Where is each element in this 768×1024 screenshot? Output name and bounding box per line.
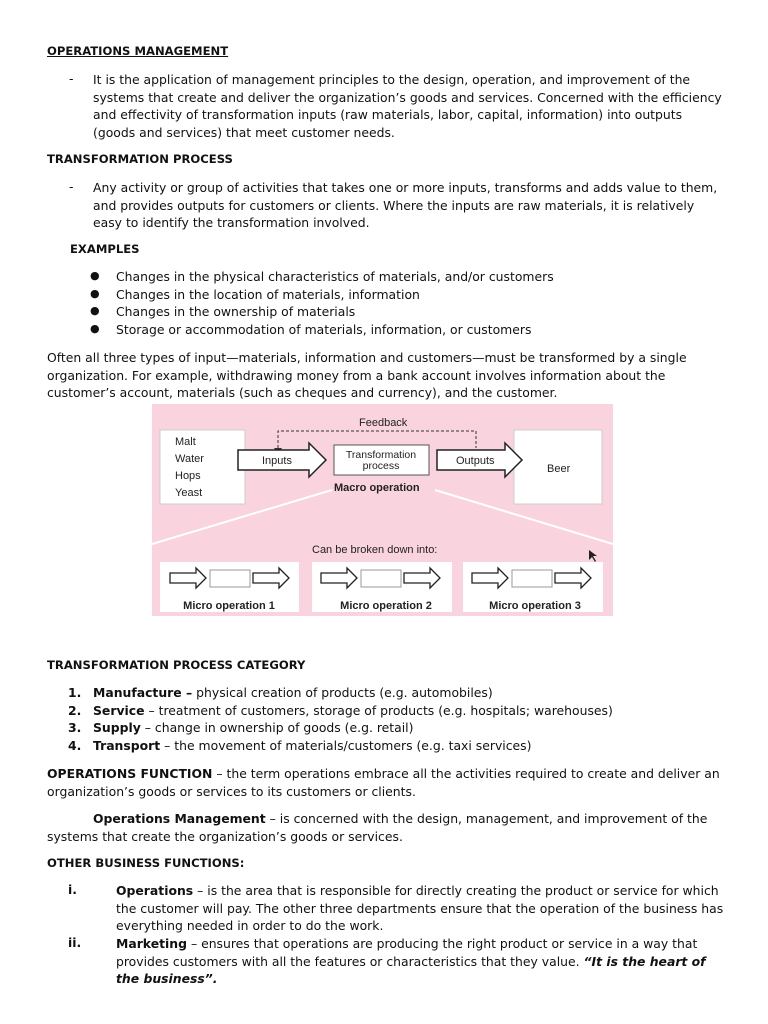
often-paragraph: Often all three types of input—materials, information and customers—must be transformed by a single organization. For example, withdrawing money from a bank account involves information about the customer’s account, materials (such as cheques and currency), and the customer.: [47, 350, 687, 401]
operations-management-paragraph: Operations Management – is concerned with the design, management, and improvement of the systems that create the organization’s goods or services.: [47, 811, 708, 844]
input-item: Hops: [175, 470, 201, 482]
ops-definition-text: It is the application of management principles to the design, operation, and improvement of the systems that create and deliver the organization’s goods and services. Concerned with the efficiency and effectivity of transformation inputs (raw materials, labor, capital, information) into outputs (goods and services) that meet customer needs.: [93, 72, 722, 140]
bullet-icon: ●: [90, 304, 100, 317]
bullet-icon: ●: [90, 287, 100, 300]
input-item: Yeast: [175, 487, 203, 499]
transformation-line1: Transformation: [345, 449, 417, 461]
micro-operation-1-label: Micro operation 1: [183, 600, 275, 612]
dash-marker: -: [69, 179, 74, 194]
dash-marker: -: [69, 71, 74, 86]
inputs-label: Inputs: [262, 455, 292, 467]
operations-function-paragraph: OPERATIONS FUNCTION – the term operations embrace all the activities required to create and deliver an organization’s goods or services to its customers or clients.: [47, 766, 720, 799]
heading-transformation-process: TRANSFORMATION PROCESS: [47, 152, 233, 166]
input-item: Water: [175, 453, 204, 465]
input-item: Malt: [175, 436, 196, 448]
bullet-icon: ●: [90, 269, 100, 282]
output-beer: Beer: [547, 463, 571, 475]
input-list-box: [160, 430, 245, 504]
bullet-icon: ●: [90, 322, 100, 335]
examples-heading: EXAMPLES: [70, 242, 140, 256]
transformation-line2: process: [362, 460, 400, 472]
heading-transformation-category: TRANSFORMATION PROCESS CATEGORY: [47, 658, 306, 672]
tp-definition-text: Any activity or group of activities that takes one or more inputs, transforms and adds value to them, and provides outputs for customers or clients. Where the inputs are raw materials, it is relatively easy to identify the transformation involved.: [93, 180, 718, 231]
micro-operation-2-label: Micro operation 2: [340, 600, 432, 612]
micro-operation-3-label: Micro operation 3: [489, 600, 581, 612]
transformation-diagram: [152, 404, 613, 616]
document-page: OPERATIONS MANAGEMENT - It is the application of management principles to the design, operation, and improvement of the systems that create and deliver the organization’s goods and services. Concerned with the efficiency and effectivity of transformation inputs (raw materials, labor, capital, information) into outputs (goods and services) that meet customer needs. TRANSFORMATION PROCESS - Any activity or group of activities that takes one or more inputs, transforms and adds value to them, and provides outputs for customers or clients. Where the inputs are raw materials, it is relatively easy to identify the transformation involved. EXAMPLES ● Changes in the physical characteristics of materials, and/or customers ● Changes in the location of materials, information ● Changes in the ownership of materials ● Storage or accommodation of materials, information, or customers Often all three types of input—materials, information and customers—must be transformed by a single organization. For example, withdrawing money from a bank account involves information about the customer’s account, materials (such as cheques and currency), and the customer. Malt Water Hops Yeast Beer Feedback Inputs Transformation process Macro operation Outputs Can be broken down into: Micro operation 1 Micro operation 2 Micro operation 3 TRANSFORMATION PROCESS CATEGORY 1. Manufacture – physical creation of products (e.g. automobiles) 2. Service – treatment of customers, storage of products (e.g. hospitals; warehouses) 3. Supply – change in ownership of goods (e.g. retail) 4. Transport – the movement of materials/customers (e.g. taxi services) OPERATIONS FUNCTION – the term operations embrace all the activities required to create and deliver an organization’s goods or services to its customers or clients. Operations Management – is concerned with the design, management, and improvement of the systems that create the organization’s goods or services. OTHER BUSINESS FUNCTIONS: i. Operations – is the area that is responsible for directly creating the product or service for which the customer will pay. The other three departments ensure that the operation of the business has everything needed in order to do the work. ii. Marketing – ensures that operations are producing the right product or service in a way that provides customers with all the features or characteristics that they value. “It is the heart of the business”.: [0, 0, 768, 1024]
feedback-label: Feedback: [359, 417, 408, 429]
heading-other-business-functions: OTHER BUSINESS FUNCTIONS:: [47, 856, 245, 870]
heading-operations-management: OPERATIONS MANAGEMENT: [47, 44, 229, 58]
macro-operation-label: Macro operation: [334, 482, 420, 494]
broken-down-label: Can be broken down into:: [312, 544, 438, 556]
outputs-label: Outputs: [456, 455, 495, 467]
